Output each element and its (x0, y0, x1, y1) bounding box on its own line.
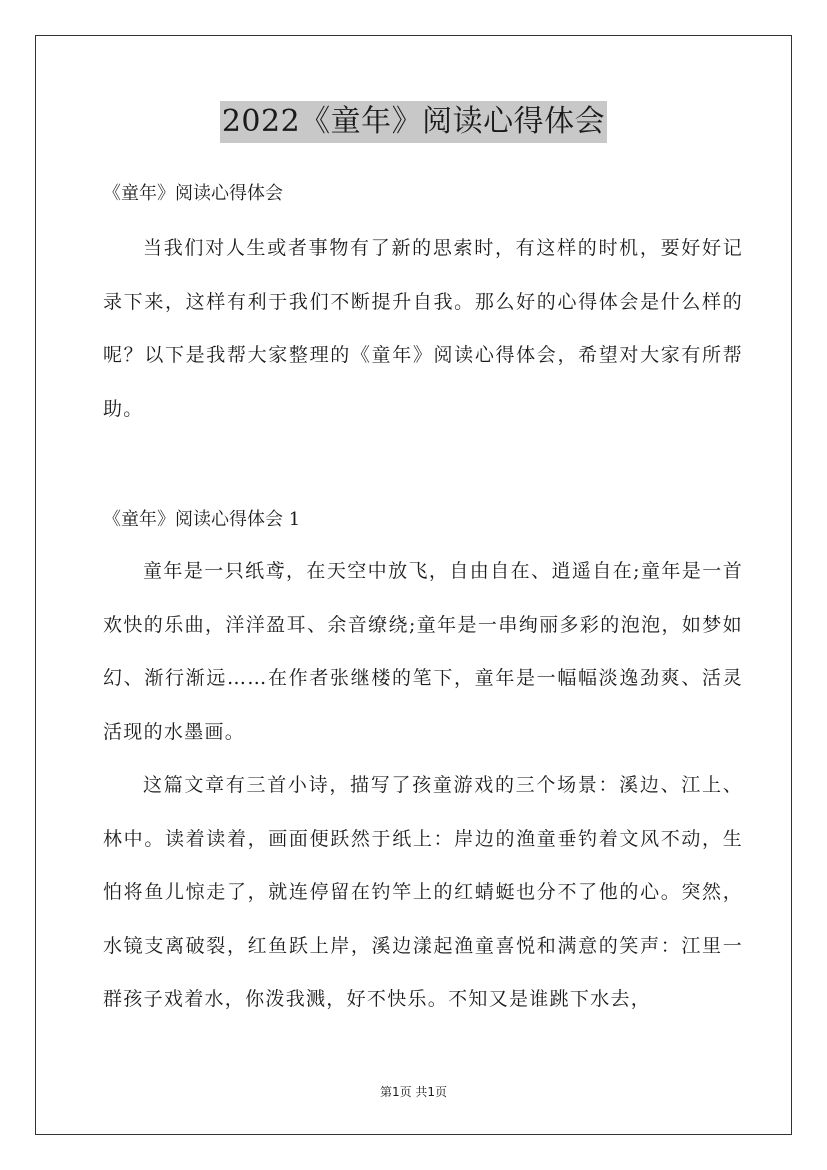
section-heading: 《童年》阅读心得体会 1 (103, 509, 301, 530)
intro-paragraph: 当我们对人生或者事物有了新的思索时，有这样的时机，要好好记录下来，这样有利于我们不断提升自我。那么好的心得体会是什么样的呢？以下是我帮大家整理的《童年》阅读心得体会，希望对大家有所帮助。 (103, 237, 743, 420)
document-title: 2022《童年》阅读心得体会 (220, 101, 607, 143)
title-container (0, 101, 827, 143)
section-paragraph-2: 这篇文章有三首小诗，描写了孩童游戏的三个场景：溪边、江上、林中。读着读着，画面便跃然于纸上：岸边的渔童垂钓着文风不动，生怕将鱼儿惊走了，就连停留在钓竿上的红蜻蜓也分不了他的心。突然，水镜支离破裂，红鱼跃上岸，溪边漾起渔童喜悦和满意的笑声：江里一群孩子戏着水，你泼我溅，好不快乐。不知又是谁跳下水去， (103, 774, 743, 1010)
page-footer: 第1页 共1页 (379, 1085, 448, 1099)
section-paragraph-1: 童年是一只纸鸢，在天空中放飞，自由自在、逍遥自在;童年是一首欢快的乐曲，洋洋盈耳、余音缭绕;童年是一串绚丽多彩的泡泡，如梦如幻、渐行渐远……在作者张继楼的笔下，童年是一幅幅淡逸劲爽、活灵活现的水墨画。 (103, 560, 743, 743)
intro-heading: 《童年》阅读心得体会 (103, 183, 283, 204)
